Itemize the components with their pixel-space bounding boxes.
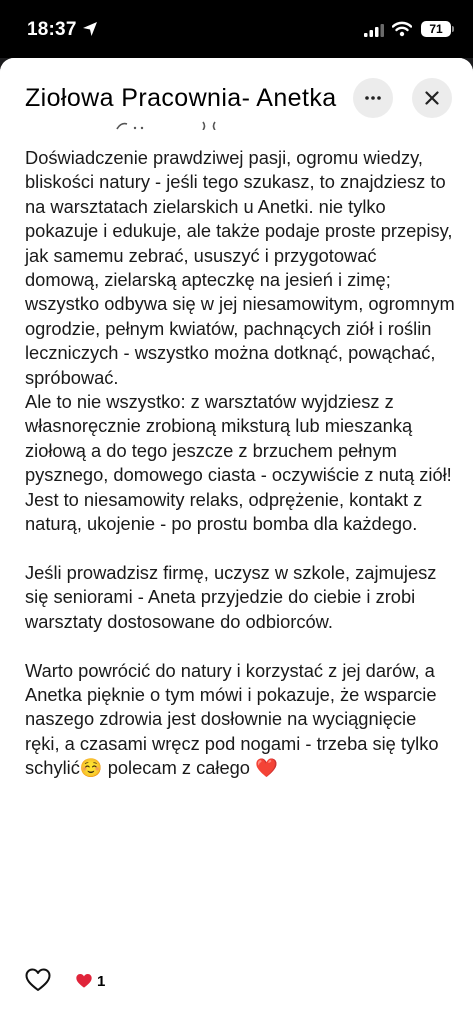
- more-icon: [365, 96, 381, 100]
- status-time: 18:37: [27, 19, 77, 40]
- wifi-icon: [392, 21, 412, 37]
- post-sheet: [0, 58, 473, 1024]
- battery-tip: [452, 26, 454, 32]
- battery-indicator: 71: [421, 21, 451, 37]
- heart-reaction-icon: [75, 973, 93, 989]
- page-title: Ziołowa Pracownia- Anetka: [25, 84, 337, 112]
- more-button[interactable]: [353, 78, 393, 118]
- clipped-text-remnant: [25, 120, 225, 130]
- heart-outline-icon[interactable]: [25, 968, 51, 992]
- close-button[interactable]: [412, 78, 452, 118]
- reaction-count[interactable]: 1: [97, 973, 106, 990]
- location-arrow-icon: [82, 21, 98, 37]
- post-body: Doświadczenie prawdziwej pasji, ogromu wiedzy, bliskości natury - jeśli tego szukasz, to znajdziesz to na warsztatach zielarskich u Anetki. nie tylko pokazuje i edukuje, ale także podaje proste przepisy, jak samemu zebrać, ususzyć i przygotować domową, zielarską apteczkę na jesień i zimę; wszystko odbywa się w jej niesamowitym, ogromnym ogrodzie, pełnym kwiatów, pachnących ziół i roślin leczniczych - wszystko można dotknąć, powąchać, spróbować. Ale to nie wszystko: z warsztatów wyjdziesz z własnoręcznie zrobioną miksturą lub mieszanką ziołową a do tego jeszcze z brzuchem pełnym pysznego, domowego ciasta - oczywiście z nutą ziół! Jest to niesamowity relaks, odprężenie, kontakt z naturą, ukojenie - po prostu bomba dla każdego. Jeśli prowadzisz firmę, uczysz w szkole, zajmujesz się seniorami - Aneta przyjedzie do ciebie i zrobi warsztaty dostosowane do odbiorców. Warto powrócić do natury i korzystać z jej darów, a Anetka pięknie o tym mówi i pokazuje, że wsparcie naszego zdrowia jest dosłownie na wyciągnięcie ręki, a czasami wręcz pod nogami - trzeba się tylko schylić☺️ polecam z całego ❤️: [25, 147, 455, 779]
- post-footer: [25, 966, 445, 996]
- close-icon: [425, 91, 439, 105]
- signal-icon: [364, 24, 384, 37]
- status-bar: [0, 0, 473, 58]
